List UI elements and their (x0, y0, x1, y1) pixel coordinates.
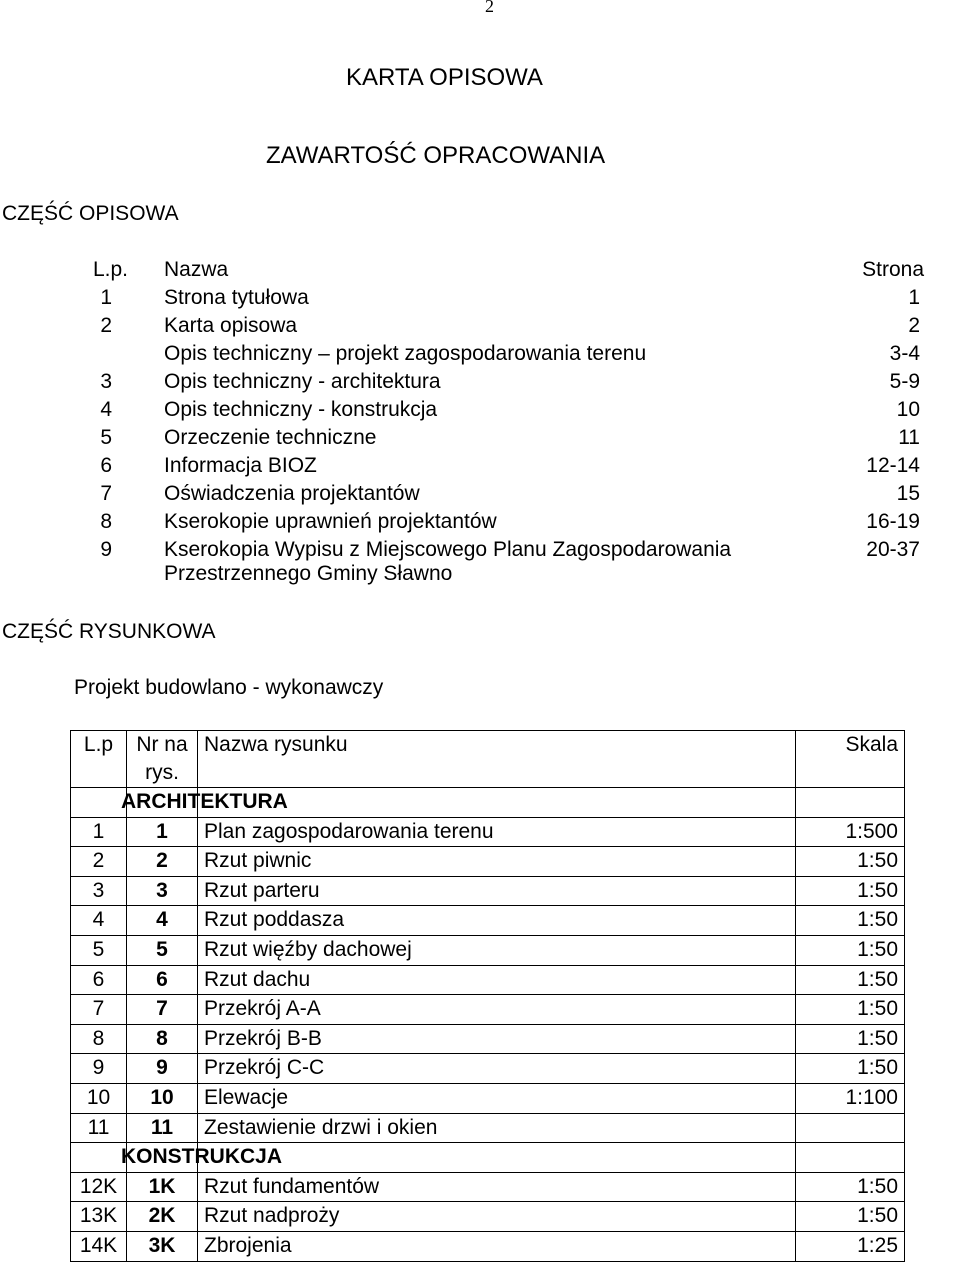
cell-lp: 14K (71, 1231, 127, 1261)
section-row (71, 1143, 905, 1173)
contents-row (0, 510, 960, 538)
contents-name: Opis techniczny - konstrukcja (164, 398, 438, 421)
cell-nr: 11 (127, 1113, 198, 1143)
cell-lp: 10 (71, 1083, 127, 1113)
cell-name: Przekrój B-B (198, 1024, 796, 1054)
cell-name: Rzut piwnic (198, 847, 796, 877)
cell-lp: 9 (71, 1054, 127, 1084)
contents-header-name: Nazwa (164, 258, 229, 281)
contents-list (0, 258, 960, 594)
table-row (71, 817, 905, 847)
contents-header-page: Strona (862, 258, 924, 281)
contents-row (0, 370, 960, 398)
contents-page: 3-4 (889, 342, 920, 365)
cell-lp: 6 (71, 965, 127, 995)
contents-name: Kserokopie uprawnień projektantów (164, 510, 497, 533)
contents-row (0, 482, 960, 510)
cell-name: Rzut poddasza (198, 906, 796, 936)
document-subtitle: ZAWARTOŚĆ OPRACOWANIA (266, 142, 606, 169)
contents-lp: 6 (100, 454, 112, 477)
cell-nr: 5 (127, 935, 198, 965)
cell-name: Plan zagospodarowania terenu (198, 817, 796, 847)
cell-name: Rzut więźby dachowej (198, 935, 796, 965)
table-row (71, 935, 905, 965)
contents-row (0, 286, 960, 314)
table-row (71, 965, 905, 995)
table-row (71, 906, 905, 936)
cell-name: Zestawienie drzwi i okien (198, 1113, 796, 1143)
cell-scale: 1:50 (796, 876, 905, 906)
table-row (71, 1083, 905, 1113)
cell-lp: 12K (71, 1172, 127, 1202)
contents-name-line2: Przestrzennego Gminy Sławno (164, 562, 453, 585)
cell-lp: 2 (71, 847, 127, 877)
contents-name: Oświadczenia projektantów (164, 482, 420, 505)
cell-scale: 1:100 (796, 1083, 905, 1113)
contents-name: Opis techniczny – projekt zagospodarowania terenu (164, 342, 647, 365)
contents-lp: 5 (100, 426, 112, 449)
drawings-table (70, 730, 905, 1262)
contents-page: 11 (898, 426, 920, 449)
cell-scale: 1:50 (796, 847, 905, 877)
document-title: KARTA OPISOWA (346, 64, 543, 91)
table-row (71, 1172, 905, 1202)
contents-lp: 2 (100, 314, 112, 337)
cell-name: Rzut parteru (198, 876, 796, 906)
contents-name: Karta opisowa (164, 314, 298, 337)
cell-nr: 1 (127, 817, 198, 847)
table-row (71, 1024, 905, 1054)
cell-name: Przekrój A-A (198, 995, 796, 1025)
cell-lp: 7 (71, 995, 127, 1025)
table-row (71, 1231, 905, 1261)
contents-page: 1 (908, 286, 920, 309)
cell-name: Rzut dachu (198, 965, 796, 995)
cell-nr: 2 (127, 847, 198, 877)
contents-row (0, 426, 960, 454)
contents-header-lp: L.p. (92, 258, 128, 281)
cell-scale: 1:500 (796, 817, 905, 847)
cell-nr: 10 (127, 1083, 198, 1113)
contents-name-line1: Kserokopia Wypisu z Miejscowego Planu Zagospodarowania (164, 538, 732, 561)
contents-page: 10 (896, 398, 920, 421)
cell-scale: 1:50 (796, 1024, 905, 1054)
section-title (121, 788, 796, 818)
cell-scale (796, 1113, 905, 1143)
cell-nr: 8 (127, 1024, 198, 1054)
contents-header (0, 258, 960, 286)
contents-lp: 9 (100, 538, 112, 561)
cell-scale: 1:50 (796, 995, 905, 1025)
contents-lp: 3 (100, 370, 112, 393)
cell-nr: 1K (127, 1172, 198, 1202)
cell-scale: 1:50 (796, 935, 905, 965)
cell-lp: 5 (71, 935, 127, 965)
cell-name: Elewacje (198, 1083, 796, 1113)
table-row (71, 1202, 905, 1232)
contents-page: 20-37 (866, 538, 920, 561)
contents-lp: 7 (100, 482, 112, 505)
contents-name: Orzeczenie techniczne (164, 426, 377, 449)
table-row (71, 876, 905, 906)
contents-lp: 4 (100, 398, 112, 421)
cell-nr: 4 (127, 906, 198, 936)
cell-nr: 2K (127, 1202, 198, 1232)
table-row (71, 847, 905, 877)
table-row (71, 995, 905, 1025)
contents-page: 2 (908, 314, 920, 337)
contents-page: 15 (896, 482, 920, 505)
cell-scale: 1:50 (796, 906, 905, 936)
contents-page: 5-9 (889, 370, 920, 393)
cell-lp: 1 (71, 817, 127, 847)
cell-scale: 1:25 (796, 1231, 905, 1261)
contents-name: Opis techniczny - architektura (164, 370, 441, 393)
page-number: 2 (485, 0, 494, 16)
section-title (121, 1143, 796, 1173)
cell-lp: 4 (71, 906, 127, 936)
cell-nr: 6 (127, 965, 198, 995)
header-lp: L.p (71, 731, 127, 788)
contents-name: Informacja BIOZ (164, 454, 317, 477)
section-title-text: ARCHITEKTURA (121, 790, 288, 813)
section-title-text: KONSTRUKCJA (121, 1145, 283, 1169)
header-nr: Nr na rys. (127, 731, 198, 788)
contents-page: 16-19 (866, 510, 920, 533)
cell-nr: 7 (127, 995, 198, 1025)
cell-scale: 1:50 (796, 1172, 905, 1202)
table-row (71, 1113, 905, 1143)
cell-nr: 9 (127, 1054, 198, 1084)
section-heading-descriptive: CZĘŚĆ OPISOWA (2, 202, 179, 225)
cell-lp: 8 (71, 1024, 127, 1054)
contents-lp: 1 (100, 286, 112, 309)
header-scale: Skala (796, 731, 905, 788)
cell-name: Rzut fundamentów (198, 1172, 796, 1202)
contents-row (0, 398, 960, 426)
contents-row (0, 538, 960, 594)
contents-row (0, 342, 960, 370)
project-type: Projekt budowlano - wykonawczy (74, 676, 384, 699)
contents-lp: 8 (100, 510, 112, 533)
cell-name: Przekrój C-C (198, 1054, 796, 1084)
section-row (71, 788, 905, 818)
cell-scale: 1:50 (796, 1054, 905, 1084)
section-heading-drawings: CZĘŚĆ RYSUNKOWA (2, 620, 216, 643)
contents-row (0, 454, 960, 482)
cell-scale: 1:50 (796, 965, 905, 995)
cell-lp: 3 (71, 876, 127, 906)
cell-nr: 3K (127, 1231, 198, 1261)
drawings-header-row (71, 731, 905, 788)
contents-name (164, 538, 731, 586)
cell-nr: 3 (127, 876, 198, 906)
cell-lp: 13K (71, 1202, 127, 1232)
cell-name: Rzut nadproży (198, 1202, 796, 1232)
cell-scale: 1:50 (796, 1202, 905, 1232)
contents-name: Strona tytułowa (164, 286, 309, 309)
table-row (71, 1054, 905, 1084)
cell-name: Zbrojenia (198, 1231, 796, 1261)
contents-row (0, 314, 960, 342)
header-name: Nazwa rysunku (198, 731, 796, 788)
cell-lp: 11 (71, 1113, 127, 1143)
contents-page: 12-14 (866, 454, 920, 477)
